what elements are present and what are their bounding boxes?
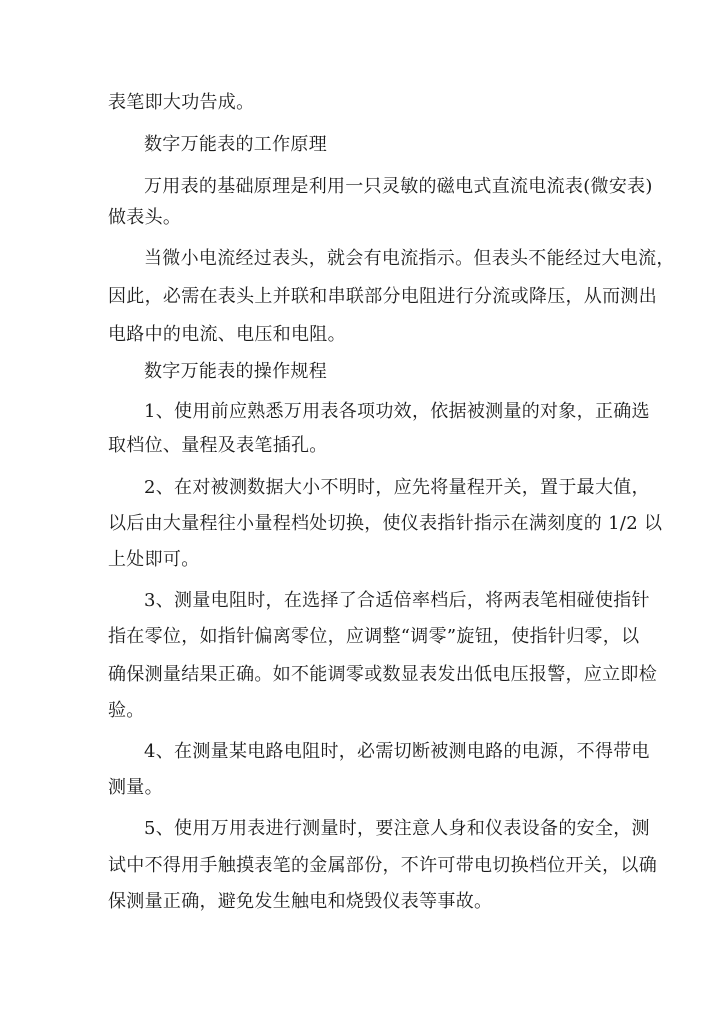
- text-line: 电路中的电流、电压和电阻。: [108, 324, 346, 345]
- text-line: 表笔即大功告成。: [108, 92, 255, 113]
- text-line: 验。: [108, 700, 145, 721]
- text-line: 上处即可。: [108, 549, 200, 570]
- text-line: 因此，必需在表头上并联和串联部分电阻进行分流或降压，从而测出: [108, 286, 657, 307]
- text-line: 当微小电流经过表头，就会有电流指示。但表头不能经过大电流，: [144, 248, 675, 269]
- text-line: 指在零位，如指针偏离零位，应调整“调零”旋钮，使指针归零，以: [108, 626, 640, 647]
- section-heading-operating-procedures: 数字万能表的操作规程: [144, 361, 327, 382]
- text-line: 1、使用前应熟悉万用表各项功效，依据被测量的对象，正确选: [144, 401, 650, 422]
- text-line: 取档位、量程及表笔插孔。: [108, 435, 328, 456]
- text-line: 试中不得用手触摸表笔的金属部份，不许可带电切换档位开关，以确: [108, 855, 657, 876]
- text-line: 万用表的基础原理是利用一只灵敏的磁电式直流电流表(微安表): [144, 176, 653, 197]
- text-line: 测量。: [108, 777, 163, 798]
- text-line: 2、在对被测数据大小不明时，应先将量程开关，置于最大值，: [144, 477, 650, 498]
- text-line: 保测量正确，避免发生触电和烧毁仪表等事故。: [108, 891, 493, 912]
- text-line: 以后由大量程往小量程档处切换，使仪表指针指示在满刻度的 1/2 以: [108, 513, 663, 534]
- text-line: 确保测量结果正确。如不能调零或数显表发出低电压报警，应立即检: [108, 664, 657, 685]
- text-line: 4、在测量某电路电阻时，必需切断被测电路的电源，不得带电: [144, 741, 650, 762]
- section-heading-working-principle: 数字万能表的工作原理: [144, 134, 327, 155]
- text-line: 做表头。: [108, 207, 182, 228]
- text-line: 3、测量电阻时，在选择了合适倍率档后，将两表笔相碰使指针: [144, 590, 650, 611]
- text-line: 5、使用万用表进行测量时，要注意人身和仪表设备的安全，测: [144, 818, 650, 839]
